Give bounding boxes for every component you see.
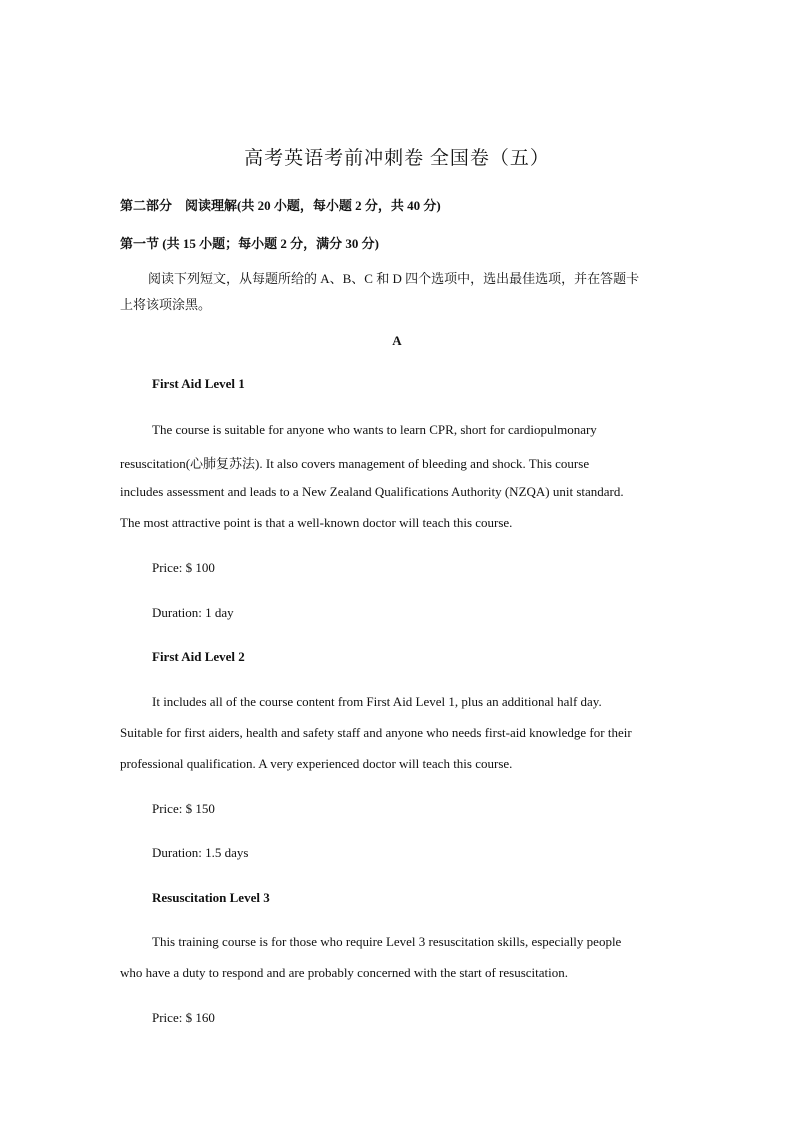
course-description-line: Suitable for first aiders, health and safety staff and anyone who needs first-aid knowledge for their (120, 725, 632, 740)
course-description-line: includes assessment and leads to a New Zealand Qualifications Authority (NZQA) unit standard. (120, 484, 624, 499)
course-price: Price: $ 100 (152, 560, 215, 575)
page-title: 高考英语考前冲刺卷 全国卷（五） (244, 148, 550, 169)
passage-label: A (392, 333, 402, 348)
course-price: Price: $ 160 (152, 1010, 215, 1025)
part-heading: 第二部分 阅读理解(共 20 小题，每小题 2 分，共 40 分) (120, 198, 441, 213)
course-description-line: resuscitation(心肺复苏法). It also covers management of bleeding and shock. This course (120, 456, 590, 471)
course-title: Resuscitation Level 3 (152, 890, 270, 905)
course-description-line: The course is suitable for anyone who wants to learn CPR, short for cardiopulmonary (152, 422, 597, 437)
course-description-line: It includes all of the course content from First Aid Level 1, plus an additional half day. (152, 694, 602, 709)
instruction-line-1: 阅读下列短文，从每题所给的 A、B、C 和 D 四个选项中，选出最佳选项，并在答题卡 (148, 271, 640, 286)
instruction-line-2: 上将该项涂黑。 (120, 297, 212, 312)
course-description-line: This training course is for those who require Level 3 resuscitation skills, especially people (152, 934, 622, 949)
course-title: First Aid Level 2 (152, 649, 245, 664)
section-heading: 第一节 (共 15 小题；每小题 2 分，满分 30 分) (120, 236, 379, 251)
course-description-line: who have a duty to respond and are probably concerned with the start of resuscitation. (120, 965, 568, 980)
course-duration: Duration: 1 day (152, 605, 234, 620)
course-description-line: The most attractive point is that a well-known doctor will teach this course. (120, 515, 513, 530)
course-title: First Aid Level 1 (152, 376, 245, 391)
course-description-line: professional qualification. A very experienced doctor will teach this course. (120, 756, 513, 771)
course-duration: Duration: 1.5 days (152, 845, 249, 860)
course-price: Price: $ 150 (152, 801, 215, 816)
